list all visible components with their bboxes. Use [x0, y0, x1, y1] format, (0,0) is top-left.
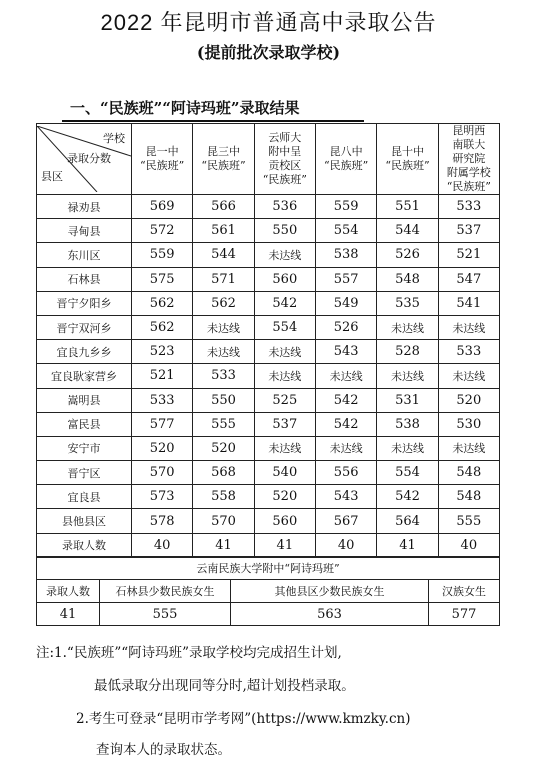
section-underline [62, 120, 364, 122]
table-row [37, 485, 500, 509]
ashima-label-row [37, 580, 500, 603]
note-line-4: 查询本人的录取状态。 [96, 742, 231, 758]
score-cell: 544 [193, 243, 254, 267]
page-subtitle: (提前批次录取学校) [196, 43, 341, 62]
score-cell: 549 [315, 291, 376, 315]
county-cell: 富民县 [37, 412, 132, 436]
ashima-value-row [37, 603, 500, 626]
score-cell: 521 [438, 243, 499, 267]
score-cell: 541 [438, 291, 499, 315]
score-cell: 570 [132, 461, 193, 485]
score-cell: 570 [193, 509, 254, 533]
score-cell: 577 [132, 412, 193, 436]
county-cell: 录取人数 [37, 533, 132, 557]
score-cell: 550 [254, 219, 315, 243]
county-cell: 晋宁区 [37, 461, 132, 485]
score-cell: 554 [315, 219, 376, 243]
score-cell: 531 [377, 388, 438, 412]
score-cell: 575 [132, 267, 193, 291]
score-cell: 538 [377, 412, 438, 436]
score-cell: 568 [193, 461, 254, 485]
diagonal-header-cell [37, 124, 132, 195]
table-row [37, 219, 500, 243]
score-cell: 557 [315, 267, 376, 291]
table-row [37, 195, 500, 219]
score-cell: 548 [438, 485, 499, 509]
county-cell: 东川区 [37, 243, 132, 267]
score-cell: 533 [132, 388, 193, 412]
score-cell: 548 [438, 461, 499, 485]
note-line-3: 2.考生可登录“昆明市学考网”(https://www.kmzky.cn) [76, 711, 411, 727]
ashima-label-han: 汉族女生 [429, 580, 500, 603]
ashima-value-count: 41 [37, 603, 100, 626]
county-cell: 晋宁夕阳乡 [37, 291, 132, 315]
score-cell: 562 [132, 315, 193, 339]
score-cell: 520 [193, 436, 254, 460]
score-cell: 578 [132, 509, 193, 533]
score-cell: 572 [132, 219, 193, 243]
note-line-1: 注:1.“民族班”“阿诗玛班”录取学校均完成招生计划, [36, 645, 342, 661]
score-cell: 41 [193, 533, 254, 557]
score-cell: 528 [377, 340, 438, 364]
table-row [37, 533, 500, 557]
score-cell: 533 [438, 340, 499, 364]
score-cell: 540 [254, 461, 315, 485]
admission-table [36, 123, 500, 558]
score-cell: 556 [315, 461, 376, 485]
ashima-value-han: 577 [429, 603, 500, 626]
county-cell: 宜良县 [37, 485, 132, 509]
score-cell: 41 [254, 533, 315, 557]
score-cell: 542 [254, 291, 315, 315]
ashima-table [36, 556, 500, 626]
table-row [37, 461, 500, 485]
header-county-label: 县区 [41, 170, 63, 183]
score-cell: 555 [438, 509, 499, 533]
score-cell: 560 [254, 509, 315, 533]
score-cell: 526 [315, 315, 376, 339]
score-cell: 未达线 [377, 315, 438, 339]
table-row [37, 243, 500, 267]
score-cell: 543 [315, 340, 376, 364]
score-cell: 569 [132, 195, 193, 219]
score-cell: 525 [254, 388, 315, 412]
score-cell: 560 [254, 267, 315, 291]
score-cell: 未达线 [438, 364, 499, 388]
score-cell: 未达线 [254, 340, 315, 364]
score-cell: 573 [132, 485, 193, 509]
score-cell: 523 [132, 340, 193, 364]
score-cell: 未达线 [254, 436, 315, 460]
school-header-4: 昆十中 “民族班” [377, 124, 438, 195]
score-cell: 551 [377, 195, 438, 219]
score-cell: 未达线 [193, 340, 254, 364]
score-cell: 542 [315, 412, 376, 436]
score-cell: 555 [193, 412, 254, 436]
score-cell: 543 [315, 485, 376, 509]
score-cell: 542 [315, 388, 376, 412]
county-cell: 禄劝县 [37, 195, 132, 219]
score-cell: 564 [377, 509, 438, 533]
score-cell: 未达线 [315, 436, 376, 460]
score-cell: 未达线 [438, 315, 499, 339]
county-cell: 晋宁双河乡 [37, 315, 132, 339]
score-cell: 未达线 [315, 364, 376, 388]
score-cell: 547 [438, 267, 499, 291]
score-cell: 559 [315, 195, 376, 219]
score-cell: 561 [193, 219, 254, 243]
school-header-1: 昆三中 “民族班” [193, 124, 254, 195]
county-cell: 安宁市 [37, 436, 132, 460]
table-row [37, 436, 500, 460]
ashima-heading: 云南民族大学附中“阿诗玛班” [37, 557, 500, 580]
score-cell: 537 [254, 412, 315, 436]
score-cell: 537 [438, 219, 499, 243]
score-cell: 41 [377, 533, 438, 557]
score-cell: 562 [132, 291, 193, 315]
table-row [37, 267, 500, 291]
score-cell: 571 [193, 267, 254, 291]
score-cell: 526 [377, 243, 438, 267]
score-cell: 520 [438, 388, 499, 412]
score-cell: 538 [315, 243, 376, 267]
score-cell: 566 [193, 195, 254, 219]
ashima-label-count: 录取人数 [37, 580, 100, 603]
score-cell: 40 [132, 533, 193, 557]
score-cell: 530 [438, 412, 499, 436]
score-cell: 533 [438, 195, 499, 219]
score-cell: 548 [377, 267, 438, 291]
score-cell: 未达线 [254, 364, 315, 388]
score-cell: 未达线 [377, 364, 438, 388]
county-cell: 宜良耿家营乡 [37, 364, 132, 388]
header-score-label: 录取分数 [67, 152, 111, 165]
score-cell: 533 [193, 364, 254, 388]
score-cell: 559 [132, 243, 193, 267]
score-cell: 未达线 [438, 436, 499, 460]
score-cell: 520 [254, 485, 315, 509]
table-row [37, 340, 500, 364]
county-cell: 宜良九乡乡 [37, 340, 132, 364]
score-cell: 535 [377, 291, 438, 315]
score-cell: 521 [132, 364, 193, 388]
school-header-5: 昆明西 南联大 研究院 附属学校 “民族班” [438, 124, 499, 195]
ashima-value-shilin: 555 [100, 603, 231, 626]
score-cell: 562 [193, 291, 254, 315]
ashima-value-other: 563 [231, 603, 429, 626]
score-cell: 40 [438, 533, 499, 557]
table-row [37, 291, 500, 315]
score-cell: 未达线 [193, 315, 254, 339]
score-cell: 544 [377, 219, 438, 243]
school-header-0: 昆一中 “民族班” [132, 124, 193, 195]
score-cell: 536 [254, 195, 315, 219]
score-cell: 558 [193, 485, 254, 509]
header-school-label: 学校 [103, 132, 125, 145]
score-cell: 未达线 [377, 436, 438, 460]
score-cell: 554 [254, 315, 315, 339]
table-row [37, 509, 500, 533]
school-header-2: 云师大 附中呈 贡校区 “民族班” [254, 124, 315, 195]
score-cell: 550 [193, 388, 254, 412]
score-cell: 567 [315, 509, 376, 533]
county-cell: 县他县区 [37, 509, 132, 533]
score-cell: 542 [377, 485, 438, 509]
ashima-label-shilin: 石林县少数民族女生 [100, 580, 231, 603]
county-cell: 石林县 [37, 267, 132, 291]
ashima-heading-row [37, 557, 500, 580]
section-title: 一、“民族班”“阿诗玛班”录取结果 [70, 99, 300, 117]
school-header-3: 昆八中 “民族班” [315, 124, 376, 195]
score-cell: 40 [315, 533, 376, 557]
table-header-row [37, 124, 500, 195]
table-row [37, 388, 500, 412]
note-line-2: 最低录取分出现同等分时,超计划投档录取。 [94, 678, 355, 694]
table-row [37, 412, 500, 436]
score-cell: 520 [132, 436, 193, 460]
ashima-label-other: 其他县区少数民族女生 [231, 580, 429, 603]
county-cell: 嵩明县 [37, 388, 132, 412]
table-row [37, 315, 500, 339]
page-title: 2022 年昆明市普通高中录取公告 [100, 10, 437, 35]
county-cell: 寻甸县 [37, 219, 132, 243]
score-cell: 554 [377, 461, 438, 485]
table-row [37, 364, 500, 388]
score-cell: 未达线 [254, 243, 315, 267]
